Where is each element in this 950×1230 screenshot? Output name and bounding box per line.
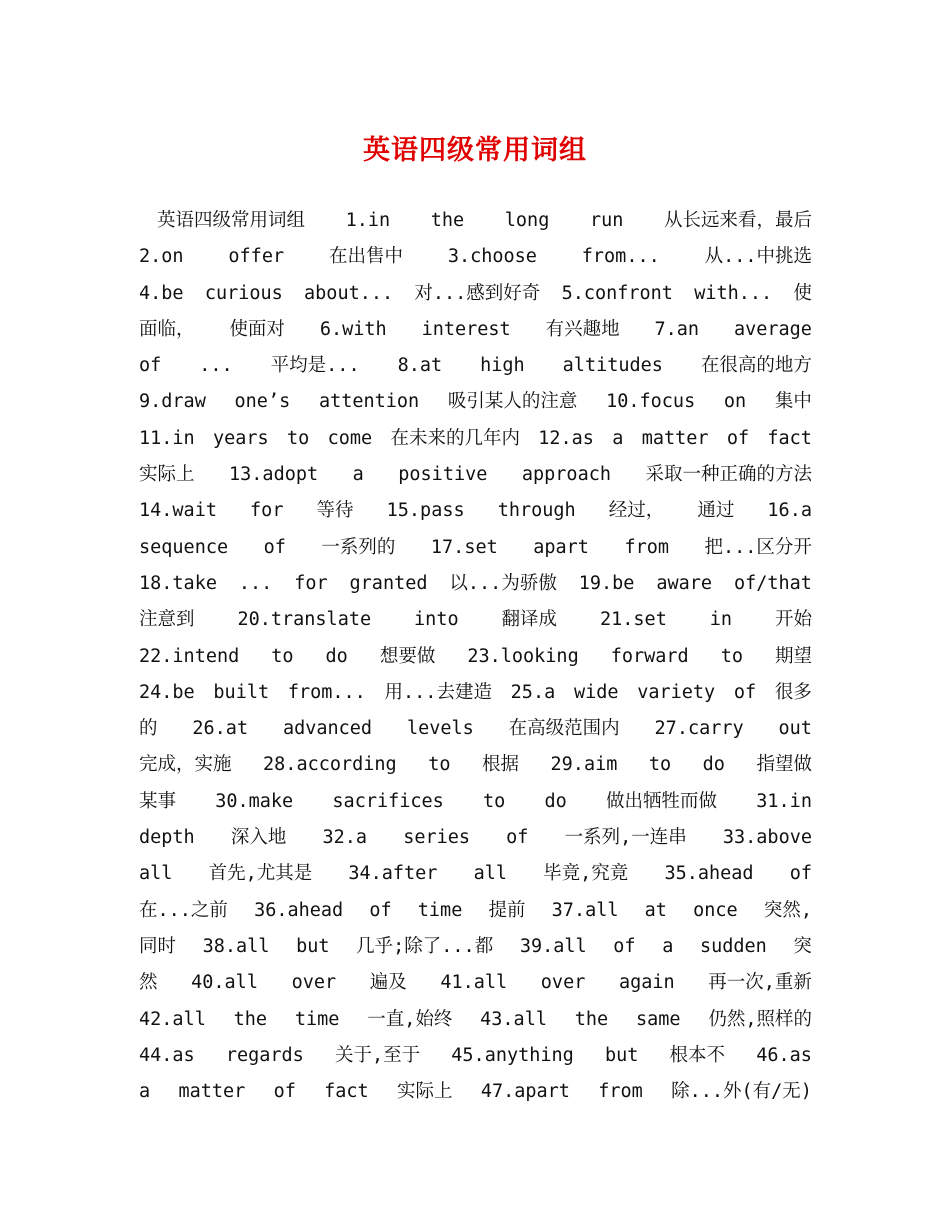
- text-segment: 33.above: [722, 827, 812, 849]
- text-line: [139, 457, 812, 493]
- text-segment: at: [644, 899, 667, 921]
- text-segment: to: [483, 790, 506, 812]
- text-segment: 平均是...: [270, 355, 360, 377]
- text-segment: 16.a: [767, 500, 812, 522]
- text-segment: to: [648, 754, 672, 776]
- text-segment: of/that: [733, 572, 812, 594]
- text-segment: the: [430, 210, 465, 231]
- text-segment: 注意到: [139, 609, 195, 631]
- text-segment: 几乎;除了...都: [356, 935, 494, 957]
- text-segment: of: [789, 863, 812, 885]
- text-segment: 35.ahead: [664, 863, 754, 885]
- text-segment: 2.on: [139, 246, 184, 268]
- document-title: 英语四级常用词组: [363, 135, 587, 166]
- text-segment: but: [296, 935, 330, 957]
- text-segment: of: [139, 355, 162, 377]
- text-segment: 13.adopt: [229, 464, 319, 486]
- text-line: [139, 1002, 812, 1038]
- text-line: [139, 421, 812, 457]
- text-segment: of: [726, 427, 750, 449]
- text-segment: 一系列的: [321, 536, 396, 558]
- text-segment: 提前: [488, 899, 526, 921]
- text-segment: 44.as: [139, 1044, 195, 1066]
- text-segment: 经过，: [608, 500, 665, 522]
- text-segment: matter: [641, 427, 709, 449]
- text-segment: 根本不: [669, 1044, 726, 1066]
- text-segment: over: [540, 972, 586, 994]
- text-segment: 在很高的地方: [700, 355, 812, 377]
- text-segment: 29.aim: [550, 754, 618, 776]
- text-segment: 在未来的几年内: [390, 427, 520, 449]
- text-segment: with...: [694, 282, 773, 304]
- text-segment: 45.anything: [451, 1044, 574, 1066]
- text-segment: 39.all: [519, 935, 587, 957]
- text-segment: 在高级范围内: [508, 718, 620, 740]
- text-segment: 遍及: [369, 972, 407, 994]
- text-segment: 除...外(有/无): [671, 1081, 812, 1103]
- text-segment: do: [702, 754, 725, 776]
- text-segment: 30.make: [215, 790, 294, 812]
- text-segment: 32.a: [322, 827, 368, 849]
- text-segment: for: [250, 500, 284, 522]
- text-segment: 19.be: [578, 572, 635, 594]
- text-segment: depth: [139, 827, 195, 849]
- text-segment: advanced: [282, 718, 373, 740]
- text-segment: 25.a: [510, 681, 556, 703]
- text-segment: granted: [349, 572, 428, 594]
- text-segment: on: [723, 391, 747, 413]
- text-segment: all: [139, 863, 173, 885]
- text-segment: 完成，实施: [139, 754, 232, 776]
- text-segment: 突然,: [763, 899, 812, 921]
- text-segment: positive: [398, 464, 488, 486]
- text-segment: 从长远来看，最后: [663, 210, 812, 231]
- text-segment: one’s: [234, 391, 291, 413]
- text-segment: 37.all: [551, 899, 619, 921]
- text-segment: apart: [533, 536, 589, 558]
- text-segment: 5.confront: [561, 282, 673, 304]
- text-segment: 再一次,重新: [708, 972, 812, 994]
- text-segment: to: [720, 645, 743, 667]
- text-segment: from: [624, 536, 669, 558]
- text-segment: 面临，: [139, 318, 195, 340]
- text-segment: 期望: [774, 645, 812, 667]
- text-segment: do: [325, 645, 348, 667]
- text-segment: 以...为骄傲: [449, 572, 557, 594]
- text-segment: of: [506, 827, 529, 849]
- text-segment: 47.apart: [480, 1081, 570, 1103]
- text-segment: 46.as: [756, 1044, 812, 1066]
- text-segment: a: [662, 935, 674, 957]
- text-line: [139, 239, 812, 275]
- text-segment: average: [733, 318, 812, 340]
- text-line: [139, 856, 812, 892]
- text-segment: 英语四级常用词组: [157, 210, 306, 231]
- text-segment: from: [598, 1081, 643, 1103]
- text-segment: 通过: [697, 500, 735, 522]
- text-segment: series: [403, 827, 471, 849]
- text-line: [139, 1038, 812, 1074]
- text-line: [139, 784, 812, 820]
- text-segment: sacrifices: [332, 790, 444, 812]
- text-segment: 翻译成: [501, 609, 558, 631]
- text-segment: 实际上: [139, 464, 195, 486]
- text-segment: do: [544, 790, 567, 812]
- text-segment: into: [414, 609, 459, 631]
- text-segment: 采取一种正确的方法: [645, 464, 812, 486]
- text-segment: a: [612, 427, 624, 449]
- text-segment: 31.in: [756, 790, 812, 812]
- text-segment: to: [287, 427, 310, 449]
- text-segment: 40.all: [191, 972, 258, 994]
- text-segment: built: [213, 681, 270, 703]
- text-line: [139, 747, 812, 783]
- text-line: [139, 602, 812, 638]
- text-segment: 仍然,照样的: [708, 1008, 812, 1030]
- text-segment: 开始: [774, 609, 812, 631]
- text-line: [139, 1074, 812, 1110]
- text-line: [139, 530, 812, 566]
- text-segment: 24.be: [139, 681, 195, 703]
- text-segment: again: [618, 972, 675, 994]
- text-segment: of: [733, 681, 757, 703]
- text-segment: sudden: [699, 935, 767, 957]
- text-line: [139, 675, 812, 711]
- text-segment: 41.all: [440, 972, 508, 994]
- text-segment: 一系列,一连串: [564, 827, 687, 849]
- text-line: [139, 929, 812, 965]
- text-segment: matter: [178, 1081, 246, 1103]
- text-segment: 很多: [774, 681, 812, 703]
- text-segment: 27.carry: [654, 718, 744, 740]
- text-segment: 20.translate: [237, 609, 372, 631]
- text-line: [139, 348, 812, 384]
- text-segment: 关于,至于: [334, 1044, 421, 1066]
- text-segment: run: [589, 210, 624, 231]
- text-line: [139, 203, 812, 239]
- text-segment: the: [233, 1008, 268, 1030]
- text-segment: 首先,尤其是: [208, 863, 313, 885]
- text-segment: 8.at: [397, 355, 443, 377]
- text-segment: for: [294, 572, 328, 594]
- text-segment: 突: [793, 935, 812, 957]
- text-segment: 36.ahead: [254, 899, 344, 921]
- text-segment: once: [693, 899, 738, 921]
- text-segment: levels: [406, 718, 474, 740]
- text-segment: years: [213, 427, 269, 449]
- text-segment: curious: [204, 282, 283, 304]
- text-segment: 同时: [139, 935, 177, 957]
- text-segment: 等待: [316, 500, 354, 522]
- text-segment: 有兴趣地: [545, 318, 620, 340]
- text-segment: 9.draw: [139, 391, 206, 413]
- text-line: [139, 711, 812, 747]
- text-segment: 深入地: [230, 827, 287, 849]
- text-segment: 指望做: [756, 754, 812, 776]
- text-segment: approach: [521, 464, 611, 486]
- text-segment: the: [574, 1008, 609, 1030]
- text-segment: come: [327, 427, 373, 449]
- text-segment: of: [369, 899, 392, 921]
- text-line: [139, 384, 812, 420]
- text-segment: attention: [318, 391, 420, 413]
- text-segment: 吸引某人的注意: [447, 391, 578, 413]
- text-segment: 1.in: [345, 210, 391, 231]
- text-segment: but: [604, 1044, 639, 1066]
- text-segment: all: [473, 863, 508, 885]
- text-segment: fact: [324, 1081, 369, 1103]
- text-segment: 21.set: [600, 609, 667, 631]
- text-line: [139, 639, 812, 675]
- text-segment: a: [139, 1081, 151, 1103]
- text-line: [139, 493, 812, 529]
- text-segment: 把...区分开: [704, 536, 812, 558]
- text-segment: same: [635, 1008, 681, 1030]
- text-segment: variety: [637, 681, 716, 703]
- text-segment: 22.intend: [139, 645, 240, 667]
- text-line: [139, 965, 812, 1001]
- text-segment: 6.with: [319, 318, 387, 340]
- text-segment: 用...去建造: [384, 681, 492, 703]
- text-segment: wide: [573, 681, 619, 703]
- text-segment: 28.according: [263, 754, 397, 776]
- text-segment: 使面对: [229, 318, 285, 340]
- text-segment: long: [504, 210, 550, 231]
- text-segment: 12.as: [538, 427, 594, 449]
- text-segment: altitudes: [562, 355, 663, 377]
- document-body: [139, 203, 812, 1110]
- text-segment: 某事: [139, 790, 177, 812]
- text-segment: 做出牺牲而做: [606, 790, 718, 812]
- text-segment: to: [271, 645, 294, 667]
- text-segment: 11.in: [139, 427, 195, 449]
- text-segment: 实际上: [397, 1081, 453, 1103]
- text-segment: 7.an: [654, 318, 700, 340]
- text-segment: 17.set: [430, 536, 498, 558]
- text-segment: from...: [287, 681, 366, 703]
- text-line: [139, 820, 812, 856]
- text-segment: of: [273, 1081, 296, 1103]
- text-line: [139, 893, 812, 929]
- text-segment: 10.focus: [606, 391, 696, 413]
- text-segment: through: [497, 500, 576, 522]
- text-segment: 想要做: [379, 645, 436, 667]
- text-segment: of: [263, 536, 286, 558]
- text-segment: 15.pass: [386, 500, 465, 522]
- text-segment: over: [291, 972, 337, 994]
- text-segment: 3.choose: [447, 246, 537, 268]
- text-segment: 一直,始终: [367, 1008, 453, 1030]
- text-segment: about...: [304, 282, 394, 304]
- text-segment: 从...中挑选: [704, 246, 812, 268]
- text-segment: 使: [793, 282, 812, 304]
- text-segment: 集中: [774, 391, 812, 413]
- text-segment: aware: [656, 572, 713, 594]
- text-segment: a: [352, 464, 364, 486]
- text-segment: sequence: [139, 536, 229, 558]
- text-segment: forward: [610, 645, 689, 667]
- text-segment: 根据: [482, 754, 520, 776]
- text-line: [139, 276, 812, 312]
- text-segment: 的: [139, 718, 158, 740]
- text-segment: of: [613, 935, 636, 957]
- text-segment: high: [480, 355, 525, 377]
- text-segment: in: [709, 609, 733, 631]
- text-segment: offer: [228, 246, 285, 268]
- text-segment: 在出售中: [328, 246, 403, 268]
- text-segment: regards: [225, 1044, 304, 1066]
- text-segment: out: [778, 718, 812, 740]
- text-segment: fact: [767, 427, 812, 449]
- text-segment: 23.looking: [467, 645, 579, 667]
- text-segment: 43.all: [480, 1008, 547, 1030]
- text-segment: 26.at: [192, 718, 249, 740]
- text-segment: 42.all: [139, 1008, 206, 1030]
- text-segment: time: [294, 1008, 340, 1030]
- text-line: [139, 566, 812, 602]
- text-segment: 对...感到好奇: [414, 282, 541, 304]
- text-segment: ...: [199, 355, 233, 377]
- text-segment: time: [417, 899, 463, 921]
- text-segment: 然: [139, 972, 158, 994]
- text-segment: 34.after: [348, 863, 438, 885]
- text-segment: from...: [581, 246, 660, 268]
- text-segment: 4.be: [139, 282, 184, 304]
- text-segment: 14.wait: [139, 500, 217, 522]
- text-segment: ...: [238, 572, 273, 594]
- text-segment: 18.take: [139, 572, 217, 594]
- text-line: [139, 312, 812, 348]
- text-segment: 在...之前: [139, 899, 228, 921]
- text-segment: 毕竟,究竟: [543, 863, 629, 885]
- text-segment: 38.all: [202, 935, 270, 957]
- text-segment: to: [428, 754, 451, 776]
- text-segment: interest: [421, 318, 511, 340]
